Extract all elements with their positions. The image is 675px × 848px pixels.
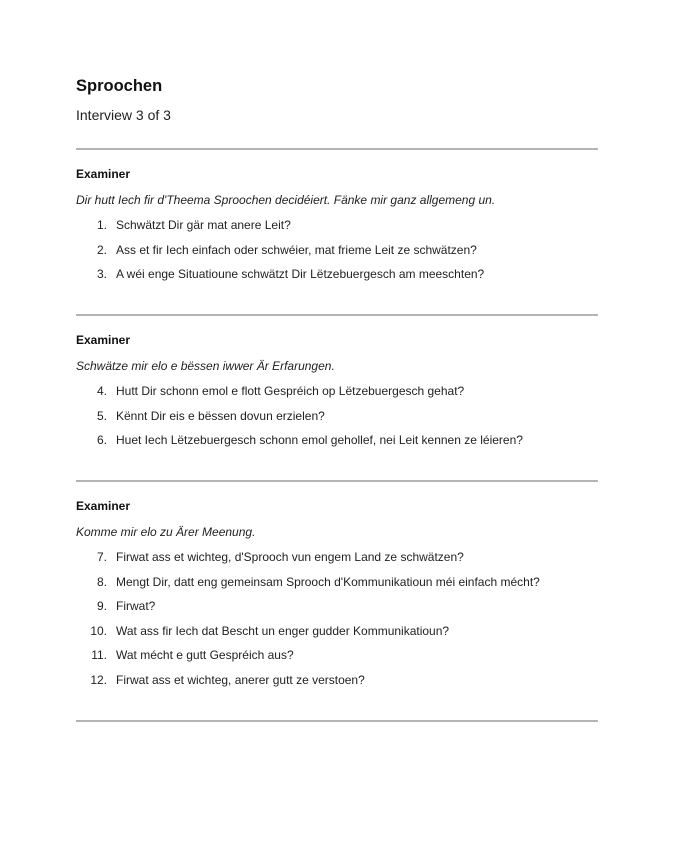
- page-subtitle: Interview 3 of 3: [76, 107, 171, 123]
- speaker-label: Examiner: [76, 333, 131, 347]
- interview-section: [76, 333, 598, 458]
- divider: [76, 480, 598, 482]
- speaker-label: Examiner: [76, 167, 131, 181]
- divider: [76, 314, 598, 316]
- question-number: 4.: [96, 384, 107, 398]
- question-number: 6.: [96, 433, 107, 447]
- question-text: Hutt Dir schonn emol e flott Gespréich op Lëtzebuergesch gehat?: [116, 384, 465, 398]
- question-text: Wat ass fir Iech dat Bescht un enger gudder Kommunikatioun?: [116, 623, 450, 638]
- question-number: 1.: [96, 218, 107, 232]
- question-item: [76, 243, 598, 257]
- question-list: [76, 218, 598, 281]
- question-number: 11.: [91, 648, 107, 662]
- question-text: Wat mécht e gutt Gespréich aus?: [116, 648, 294, 662]
- question-item: [76, 267, 598, 281]
- question-number: 3.: [96, 267, 107, 281]
- question-item: [76, 648, 598, 662]
- page-title: Sproochen: [76, 77, 163, 95]
- interview-section: [76, 499, 598, 697]
- question-item: [76, 384, 598, 398]
- question-item: [76, 673, 598, 687]
- question-text: Firwat?: [116, 599, 156, 613]
- divider: [76, 148, 598, 150]
- question-number: 5.: [96, 408, 107, 423]
- question-text: Firwat ass et wichteg, anerer gutt ze verstoen?: [116, 672, 365, 687]
- question-number: 2.: [96, 242, 107, 257]
- question-list: [76, 550, 598, 687]
- question-number: 12.: [90, 672, 107, 687]
- question-number: 7.: [96, 550, 107, 564]
- divider: [76, 720, 598, 722]
- question-item: [76, 624, 598, 638]
- question-number: 10.: [90, 623, 107, 638]
- question-text: Kënnt Dir eis e bëssen dovun erzielen?: [116, 408, 325, 423]
- section-intro: Komme mir elo zu Ärer Meenung.: [76, 525, 256, 539]
- section-intro: Dir hutt Iech fir d'Theema Sproochen decidéiert. Fänke mir ganz allgemeng un.: [76, 193, 496, 207]
- question-text: A wéi enge Situatioune schwätzt Dir Lëtzebuergesch am meeschten?: [116, 267, 485, 281]
- question-item: [76, 433, 598, 447]
- question-list: [76, 384, 598, 447]
- question-item: [76, 218, 598, 232]
- question-text: Huet Iech Lëtzebuergesch schonn emol gehollef, nei Leit kennen ze léieren?: [116, 433, 523, 447]
- question-item: [76, 550, 598, 564]
- question-item: [76, 575, 598, 589]
- question-item: [76, 409, 598, 423]
- question-item: [76, 599, 598, 613]
- interview-section: [76, 167, 598, 292]
- speaker-label: Examiner: [76, 499, 131, 513]
- question-text: Firwat ass et wichteg, d'Sprooch vun engem Land ze schwätzen?: [116, 550, 464, 564]
- section-intro: Schwätze mir elo e bëssen iwwer Är Erfarungen.: [76, 359, 335, 373]
- question-number: 9.: [96, 599, 107, 613]
- question-text: Schwätzt Dir gär mat anere Leit?: [116, 218, 291, 232]
- question-text: Mengt Dir, datt eng gemeinsam Sprooch d'Kommunikatioun méi einfach mécht?: [116, 574, 540, 589]
- question-text: Ass et fir Iech einfach oder schwéier, mat frieme Leit ze schwätzen?: [116, 242, 477, 257]
- question-number: 8.: [96, 574, 107, 589]
